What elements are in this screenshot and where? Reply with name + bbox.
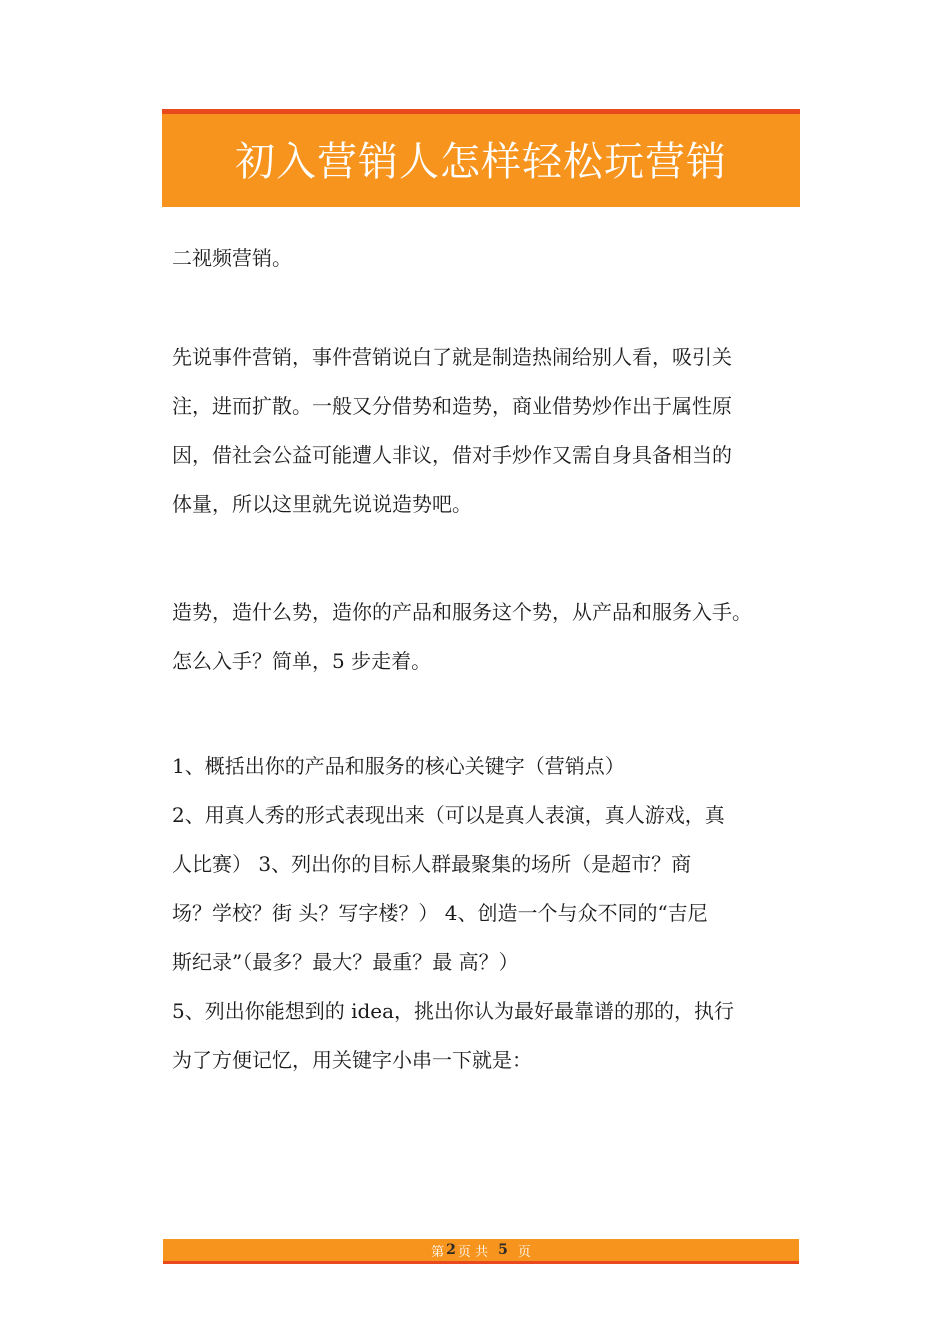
list-item: 2、用真人秀的形式表现出来（可以是真人表演，真人游戏，真 <box>172 803 725 827</box>
text-line: 因，借社会公益可能遭人非议，借对手炒作又需自身具备相当的 <box>172 443 732 467</box>
list-item: 场？学校？街 头？写字楼？） 4、创造一个与众不同的“吉尼 <box>172 901 708 925</box>
text-line: 怎么入手？简单，5 步走着。 <box>172 649 432 673</box>
list-item: 斯纪录”（最多？最大？最重？最 高？） <box>172 950 519 974</box>
list-item: 1、概括出你的产品和服务的核心关键字（营销点） <box>172 754 625 778</box>
page-prefix: 第 <box>431 1244 445 1260</box>
steps-list <box>172 742 792 1085</box>
text-line: 体量，所以这里就先说说造势吧。 <box>172 492 472 516</box>
document-title: 初入营销人怎样轻松玩营销 <box>235 139 727 185</box>
page-suffix: 页 <box>517 1244 531 1260</box>
paragraph-momentum <box>172 588 792 686</box>
title-banner <box>162 109 800 207</box>
text-line: 先说事件营销，事件营销说白了就是制造热闹给别人看，吸引关 <box>172 345 732 369</box>
total-pages-number: 5 <box>498 1242 508 1258</box>
section-heading <box>172 234 792 283</box>
text-line: 注，进而扩散。一般又分借势和造势，商业借势炒作出于属性原 <box>172 394 732 418</box>
list-item: 为了方便记忆，用关键字小串一下就是： <box>172 1048 532 1072</box>
page-mid: 页 共 <box>457 1244 489 1260</box>
current-page-number: 2 <box>446 1242 456 1258</box>
text-line: 二视频营销。 <box>172 246 292 270</box>
list-item: 人比赛） 3、列出你的目标人群最聚集的场所（是超市？商 <box>172 852 692 876</box>
page-footer <box>163 1239 799 1264</box>
paragraph-event-marketing <box>172 333 792 529</box>
list-item: 5、列出你能想到的 idea，挑出你认为最好最靠谱的那的，执行 <box>172 999 735 1023</box>
text-line: 造势，造什么势，造你的产品和服务这个势，从产品和服务入手。 <box>172 600 752 624</box>
